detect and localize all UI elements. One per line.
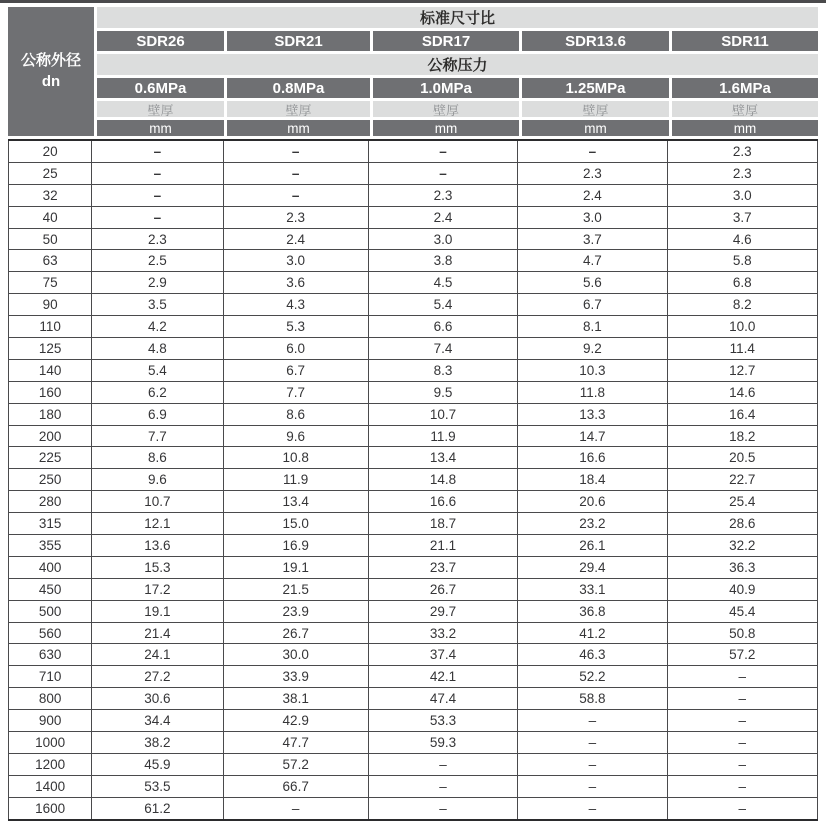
cell-dn: 1200 (9, 753, 92, 775)
cell-value: 10.7 (92, 491, 223, 513)
table-row (9, 359, 818, 381)
cell-dn: 40 (9, 206, 92, 228)
cell-value: – (368, 753, 517, 775)
cell-value: 16.4 (667, 403, 817, 425)
cell-value: 2.3 (667, 140, 817, 162)
cell-value: 59.3 (368, 732, 517, 754)
cell-value: 4.5 (368, 272, 517, 294)
cell-dn: 1000 (9, 732, 92, 754)
nominal-pressure-title: 公称压力 (97, 54, 818, 75)
cell-value: 7.4 (368, 338, 517, 360)
corner-header-line1: 公称外径 (20, 52, 81, 70)
cell-value: – (667, 688, 817, 710)
cell-value: 11.9 (368, 425, 517, 447)
table-row (9, 228, 818, 250)
cell-value: 47.7 (223, 732, 368, 754)
cell-value: 27.2 (92, 666, 223, 688)
table-row (9, 600, 818, 622)
cell-value: – (92, 162, 223, 184)
cell-value: – (667, 775, 817, 797)
cell-value: 6.7 (223, 359, 368, 381)
table-row (9, 644, 818, 666)
cell-value: – (518, 775, 667, 797)
table-row (9, 403, 818, 425)
cell-value: 5.8 (667, 250, 817, 272)
cell-dn: 800 (9, 688, 92, 710)
cell-value: 22.7 (667, 469, 817, 491)
cell-value: 4.2 (92, 316, 223, 338)
thickness-label: 壁厚 (97, 101, 224, 117)
table-row (9, 556, 818, 578)
cell-value: 6.2 (92, 381, 223, 403)
cell-value: 66.7 (223, 775, 368, 797)
cell-value: 46.3 (518, 644, 667, 666)
cell-value: 2.3 (223, 206, 368, 228)
cell-value: 12.7 (667, 359, 817, 381)
cell-value: 32.2 (667, 535, 817, 557)
cell-value: 8.3 (368, 359, 517, 381)
cell-value: 19.1 (92, 600, 223, 622)
cell-dn: 560 (9, 622, 92, 644)
cell-value: 16.6 (518, 447, 667, 469)
cell-value: 2.4 (518, 184, 667, 206)
cell-value: 5.3 (223, 316, 368, 338)
cell-value: 13.6 (92, 535, 223, 557)
cell-value: – (92, 184, 223, 206)
cell-value: – (667, 666, 817, 688)
pressure-label: 1.6MPa (672, 78, 818, 98)
cell-value: 47.4 (368, 688, 517, 710)
cell-value: 12.1 (92, 513, 223, 535)
cell-dn: 630 (9, 644, 92, 666)
cell-dn: 900 (9, 710, 92, 732)
table-row (9, 688, 818, 710)
cell-value: 11.9 (223, 469, 368, 491)
cell-value: 23.7 (368, 556, 517, 578)
cell-value: 16.6 (368, 491, 517, 513)
cell-value: 9.6 (92, 469, 223, 491)
table-row (9, 250, 818, 272)
sdr-label: SDR11 (672, 31, 818, 51)
cell-value: 2.3 (518, 162, 667, 184)
cell-value: 14.7 (518, 425, 667, 447)
cell-value: 2.4 (223, 228, 368, 250)
cell-value: 19.1 (223, 556, 368, 578)
cell-value: – (518, 140, 667, 162)
cell-value: 5.6 (518, 272, 667, 294)
cell-value: 33.1 (518, 578, 667, 600)
cell-value: 9.5 (368, 381, 517, 403)
cell-value: 26.1 (518, 535, 667, 557)
cell-value: 45.9 (92, 753, 223, 775)
cell-value: – (368, 162, 517, 184)
sdr-label: SDR26 (97, 31, 224, 51)
cell-dn: 32 (9, 184, 92, 206)
cell-value: 38.2 (92, 732, 223, 754)
thickness-label: 壁厚 (672, 101, 818, 117)
table-row (9, 162, 818, 184)
cell-dn: 250 (9, 469, 92, 491)
cell-value: – (92, 140, 223, 162)
cell-value: 2.4 (368, 206, 517, 228)
cell-value: 57.2 (667, 644, 817, 666)
table-row (9, 513, 818, 535)
table-row (9, 381, 818, 403)
cell-value: 38.1 (223, 688, 368, 710)
table-row (9, 469, 818, 491)
cell-value: – (667, 732, 817, 754)
thickness-label: 壁厚 (373, 101, 519, 117)
data-table (8, 139, 818, 821)
cell-value: 53.3 (368, 710, 517, 732)
cell-value: 40.9 (667, 578, 817, 600)
sdr-label: SDR21 (227, 31, 370, 51)
cell-value: 3.0 (518, 206, 667, 228)
cell-value: 37.4 (368, 644, 517, 666)
cell-dn: 160 (9, 381, 92, 403)
corner-header-line2: dn (41, 72, 61, 90)
cell-value: – (518, 797, 667, 819)
thickness-label: 壁厚 (227, 101, 370, 117)
table-row (9, 797, 818, 819)
cell-dn: 450 (9, 578, 92, 600)
cell-value: 18.4 (518, 469, 667, 491)
table-row (9, 140, 818, 162)
pressure-label: 1.0MPa (373, 78, 519, 98)
pressure-label: 1.25MPa (522, 78, 669, 98)
cell-value: 36.3 (667, 556, 817, 578)
cell-value: 9.6 (223, 425, 368, 447)
cell-value: – (518, 753, 667, 775)
cell-value: 13.4 (368, 447, 517, 469)
cell-value: 4.6 (667, 228, 817, 250)
thickness-label: 壁厚 (522, 101, 669, 117)
unit-label: mm (672, 120, 818, 136)
table-row (9, 491, 818, 513)
cell-dn: 20 (9, 140, 92, 162)
cell-value: 2.5 (92, 250, 223, 272)
cell-value: 50.8 (667, 622, 817, 644)
cell-value: 8.6 (92, 447, 223, 469)
cell-value: 24.1 (92, 644, 223, 666)
cell-dn: 280 (9, 491, 92, 513)
table-row (9, 272, 818, 294)
cell-value: 4.7 (518, 250, 667, 272)
cell-value: 5.4 (368, 294, 517, 316)
cell-value: – (368, 775, 517, 797)
cell-dn: 63 (9, 250, 92, 272)
cell-value: 2.3 (368, 184, 517, 206)
cell-value: 20.6 (518, 491, 667, 513)
cell-value: 4.8 (92, 338, 223, 360)
cell-value: 8.2 (667, 294, 817, 316)
cell-value: 26.7 (368, 578, 517, 600)
cell-dn: 90 (9, 294, 92, 316)
table-row (9, 775, 818, 797)
cell-value: 21.4 (92, 622, 223, 644)
cell-value: – (223, 797, 368, 819)
cell-value: – (92, 206, 223, 228)
cell-dn: 1600 (9, 797, 92, 819)
cell-value: – (223, 140, 368, 162)
table-row (9, 206, 818, 228)
cell-value: – (667, 753, 817, 775)
cell-value: 52.2 (518, 666, 667, 688)
cell-value: 21.5 (223, 578, 368, 600)
cell-value: – (518, 710, 667, 732)
unit-label: mm (522, 120, 669, 136)
cell-value: 25.4 (667, 491, 817, 513)
pressure-label: 0.6MPa (97, 78, 224, 98)
table-row (9, 622, 818, 644)
cell-value: 14.6 (667, 381, 817, 403)
cell-value: 6.9 (92, 403, 223, 425)
cell-value: 18.7 (368, 513, 517, 535)
cell-value: 6.7 (518, 294, 667, 316)
corner-header-dn (8, 7, 94, 136)
cell-value: 3.7 (667, 206, 817, 228)
table-row (9, 425, 818, 447)
unit-label: mm (227, 120, 370, 136)
pressure-label: 0.8MPa (227, 78, 370, 98)
cell-value: 33.2 (368, 622, 517, 644)
cell-value: 3.0 (223, 250, 368, 272)
cell-value: – (223, 184, 368, 206)
cell-value: 3.5 (92, 294, 223, 316)
cell-value: 8.1 (518, 316, 667, 338)
table-row (9, 732, 818, 754)
table-header (8, 7, 818, 136)
table-row (9, 710, 818, 732)
cell-value: 7.7 (92, 425, 223, 447)
table-row (9, 666, 818, 688)
cell-dn: 225 (9, 447, 92, 469)
cell-value: 30.0 (223, 644, 368, 666)
cell-value: 3.0 (368, 228, 517, 250)
cell-value: – (518, 732, 667, 754)
cell-value: 11.8 (518, 381, 667, 403)
cell-value: – (667, 797, 817, 819)
cell-value: 6.8 (667, 272, 817, 294)
cell-value: 3.6 (223, 272, 368, 294)
cell-value: 18.2 (667, 425, 817, 447)
table-row (9, 447, 818, 469)
table-row (9, 316, 818, 338)
cell-dn: 200 (9, 425, 92, 447)
cell-value: 2.3 (667, 162, 817, 184)
table-row (9, 294, 818, 316)
cell-value: 28.6 (667, 513, 817, 535)
cell-dn: 355 (9, 535, 92, 557)
cell-value: 2.3 (92, 228, 223, 250)
cell-dn: 25 (9, 162, 92, 184)
table-row (9, 578, 818, 600)
cell-value: 58.8 (518, 688, 667, 710)
cell-value: 7.7 (223, 381, 368, 403)
cell-value: 20.5 (667, 447, 817, 469)
cell-dn: 50 (9, 228, 92, 250)
cell-dn: 75 (9, 272, 92, 294)
cell-value: – (368, 797, 517, 819)
cell-value: – (368, 140, 517, 162)
cell-value: 9.2 (518, 338, 667, 360)
cell-value: 4.3 (223, 294, 368, 316)
cell-value: 30.6 (92, 688, 223, 710)
top-rule (0, 0, 826, 3)
cell-value: 29.4 (518, 556, 667, 578)
sdr-label: SDR13.6 (522, 31, 669, 51)
cell-value: 3.7 (518, 228, 667, 250)
cell-value: 13.4 (223, 491, 368, 513)
cell-dn: 400 (9, 556, 92, 578)
cell-dn: 500 (9, 600, 92, 622)
cell-value: 3.8 (368, 250, 517, 272)
cell-value: 13.3 (518, 403, 667, 425)
cell-dn: 110 (9, 316, 92, 338)
sdr-ratio-title: 标准尺寸比 (97, 7, 818, 28)
cell-value: 29.7 (368, 600, 517, 622)
cell-value: 16.9 (223, 535, 368, 557)
cell-value: 15.3 (92, 556, 223, 578)
cell-value: 10.0 (667, 316, 817, 338)
sdr-label: SDR17 (373, 31, 519, 51)
cell-value: 8.6 (223, 403, 368, 425)
cell-value: 36.8 (518, 600, 667, 622)
cell-value: 2.9 (92, 272, 223, 294)
cell-value: 10.7 (368, 403, 517, 425)
table-row (9, 338, 818, 360)
cell-value: – (667, 710, 817, 732)
table-row (9, 184, 818, 206)
cell-value: 14.8 (368, 469, 517, 491)
cell-value: 33.9 (223, 666, 368, 688)
cell-value: 6.0 (223, 338, 368, 360)
cell-value: 10.3 (518, 359, 667, 381)
cell-dn: 180 (9, 403, 92, 425)
cell-value: – (223, 162, 368, 184)
cell-value: 45.4 (667, 600, 817, 622)
cell-value: 10.8 (223, 447, 368, 469)
cell-value: 6.6 (368, 316, 517, 338)
cell-value: 42.9 (223, 710, 368, 732)
cell-value: 53.5 (92, 775, 223, 797)
cell-dn: 315 (9, 513, 92, 535)
cell-value: 23.9 (223, 600, 368, 622)
cell-value: 41.2 (518, 622, 667, 644)
cell-value: 17.2 (92, 578, 223, 600)
cell-value: 42.1 (368, 666, 517, 688)
table-row (9, 535, 818, 557)
table-row (9, 753, 818, 775)
cell-dn: 140 (9, 359, 92, 381)
cell-value: 26.7 (223, 622, 368, 644)
cell-value: 3.0 (667, 184, 817, 206)
cell-dn: 1400 (9, 775, 92, 797)
cell-value: 5.4 (92, 359, 223, 381)
cell-value: 23.2 (518, 513, 667, 535)
unit-label: mm (373, 120, 519, 136)
cell-value: 34.4 (92, 710, 223, 732)
cell-value: 11.4 (667, 338, 817, 360)
cell-dn: 710 (9, 666, 92, 688)
cell-value: 15.0 (223, 513, 368, 535)
cell-dn: 125 (9, 338, 92, 360)
unit-label: mm (97, 120, 224, 136)
cell-value: 21.1 (368, 535, 517, 557)
cell-value: 61.2 (92, 797, 223, 819)
cell-value: 57.2 (223, 753, 368, 775)
